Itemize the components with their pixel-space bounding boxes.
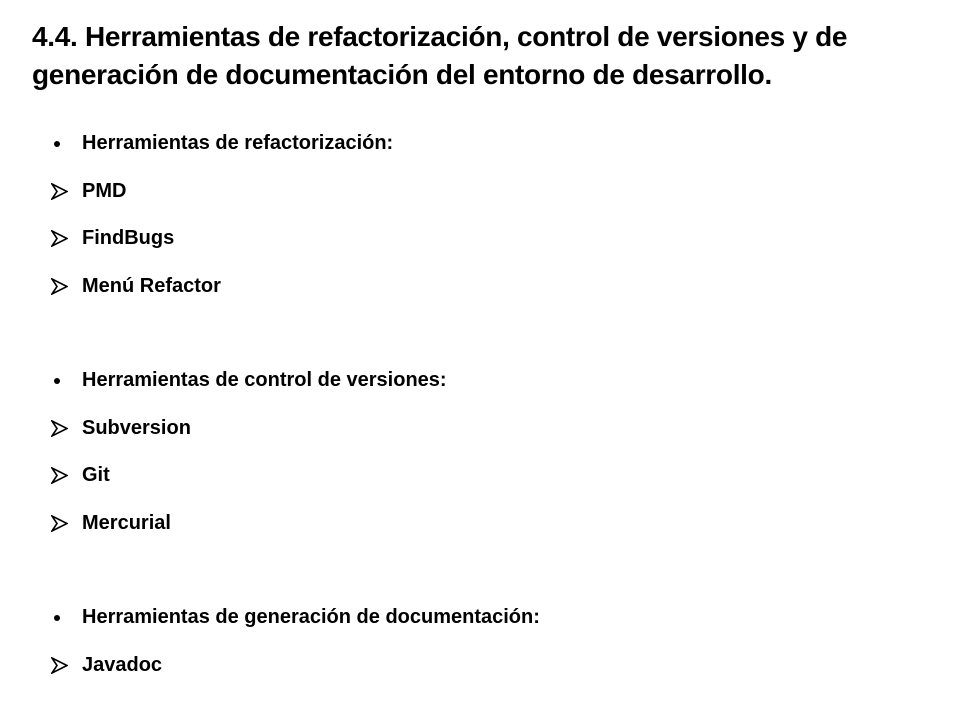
- arrow-bullet-icon: [51, 420, 68, 437]
- list-item-label: FindBugs: [82, 227, 175, 250]
- bullet-dot-icon: [54, 141, 60, 147]
- section-heading-label: Herramientas de generación de documentación:: [82, 606, 540, 629]
- arrow-bullet-icon: [51, 467, 68, 484]
- list-item: [48, 405, 908, 453]
- list-item: [48, 642, 908, 690]
- arrow-bullet-icon: [51, 278, 68, 295]
- list-item-label: Git: [82, 464, 110, 487]
- list-item-label: Menú Refactor: [82, 274, 221, 297]
- section-heading: [48, 120, 908, 168]
- arrow-bullet-icon: [51, 657, 68, 674]
- arrow-bullet-icon: [51, 515, 68, 532]
- section-heading-label: Herramientas de refactorización:: [82, 132, 394, 155]
- section-refactoring: [48, 120, 908, 310]
- list-item-label: PMD: [82, 179, 127, 202]
- bullet-dot-icon: [54, 378, 60, 384]
- section-heading: [48, 594, 908, 642]
- list-item: [48, 500, 908, 548]
- list-item: [48, 263, 908, 311]
- arrow-bullet-icon: [51, 183, 68, 200]
- list-item: [48, 452, 908, 500]
- list-item-label: Javadoc: [82, 653, 163, 676]
- section-version-control: [48, 357, 908, 547]
- list-item-label: Subversion: [82, 416, 191, 439]
- list-item-label: Mercurial: [82, 511, 171, 534]
- arrow-bullet-icon: [51, 230, 68, 247]
- section-documentation: [48, 594, 908, 689]
- slide-title: 4.4. Herramientas de refactorización, control de versiones y de generación de documentación del entorno de desarrollo.: [32, 21, 848, 90]
- section-heading: [48, 357, 908, 405]
- list-item: [48, 215, 908, 263]
- bullet-dot-icon: [54, 615, 60, 621]
- list-item: [48, 168, 908, 216]
- section-heading-label: Herramientas de control de versiones:: [82, 369, 447, 392]
